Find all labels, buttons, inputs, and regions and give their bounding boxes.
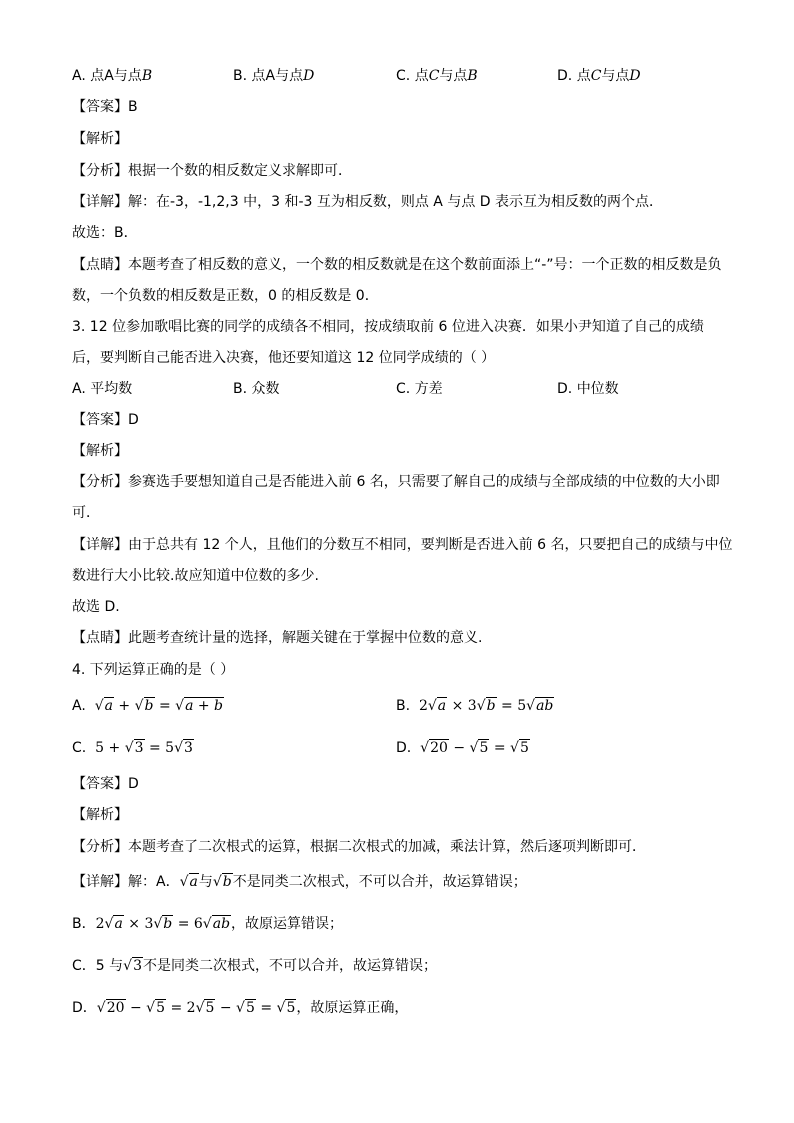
option-var: C	[428, 68, 440, 84]
option-letter: B.	[396, 698, 411, 714]
q4-stem: 4. 下列运算正确的是（ ）	[72, 662, 235, 678]
formula-a: √a + √b = √a + b	[94, 698, 224, 714]
option-var: D	[303, 68, 315, 84]
q2-guxuan: 故选：B．	[72, 225, 138, 241]
q3-dianjing: 【点睛】此题考查统计量的选择，解题关键在于掌握中位数的意义.	[72, 630, 483, 646]
q2-analysis-title: 【解析】	[72, 131, 128, 147]
q4-fenxi: 【分析】本题考查了二次根式的运算，根据二次根式的加减，乘法计算，然后逐项判断即可．	[72, 839, 646, 855]
option-text: 点A与点	[251, 68, 304, 84]
xj-a-suffix: 不是同类二次根式，不可以合并，故运算错误；	[232, 874, 527, 890]
q3-answer: 【答案】D	[72, 412, 139, 428]
q3-option-b	[233, 379, 280, 399]
q4-xiangjie-a	[72, 872, 527, 892]
formula-c: 5 + √3 = 5√3	[90, 740, 193, 756]
formula-xj-c: √3	[123, 958, 142, 974]
option-letter: D.	[557, 68, 573, 84]
option-text: 平均数	[90, 381, 133, 397]
q2-option-d	[557, 66, 641, 86]
option-text: 点	[414, 68, 429, 84]
q4-option-b	[396, 696, 554, 716]
option-var: B	[141, 68, 153, 84]
q4-analysis-title: 【解析】	[72, 807, 128, 823]
q4-xiangjie-c	[72, 956, 437, 976]
formula-xj-b: 2√a × 3√b = 6√ab	[95, 916, 231, 932]
option-text: 点	[576, 68, 591, 84]
xj-b-suffix: ，故原运算错误；	[231, 916, 344, 932]
option-text-2: 与点	[439, 68, 468, 84]
option-var-2: B	[467, 68, 478, 84]
formula-sqrt-a: √a	[179, 874, 198, 890]
option-letter: B.	[233, 381, 248, 397]
q2-option-a	[72, 66, 152, 86]
option-letter: A.	[72, 68, 86, 84]
option-var: C	[590, 68, 602, 84]
q4-option-a	[72, 696, 224, 716]
option-letter: A.	[72, 381, 86, 397]
xj-a-prefix: 【详解】解：A．	[72, 874, 180, 890]
q2-answer: 【答案】B	[72, 99, 138, 115]
q3-fenxi-2: 可．	[72, 505, 100, 521]
q3-guxuan: 故选 D.	[72, 599, 120, 615]
formula-b: 2√a × 3√b = 5√ab	[414, 698, 554, 714]
xj-c-suffix: 不是同类二次根式，不可以合并，故运算错误；	[142, 958, 437, 974]
q3-option-a	[72, 379, 132, 399]
formula-sqrt-b: √b	[212, 874, 232, 890]
q2-xiangjie: 【详解】解：在-3，-1,2,3 中，3 和-3 互为相反数，则点 A 与点 D 表示互为相反数的两个点．	[72, 194, 664, 210]
option-letter: A.	[72, 698, 86, 714]
formula-d: √20 − √5 = √5	[420, 740, 529, 756]
option-letter: D.	[396, 740, 412, 756]
q4-xiangjie-b	[72, 914, 343, 934]
q3-option-c	[396, 379, 443, 399]
q2-dianjing-2: 数，一个负数的相反数是正数，0 的相反数是 0．	[72, 288, 379, 304]
option-letter: C.	[396, 381, 411, 397]
q3-xiangjie-2: 数进行大小比较.故应知道中位数的多少.	[72, 568, 319, 584]
q4-option-c	[72, 738, 194, 758]
q2-fenxi: 【分析】根据一个数的相反数定义求解即可．	[72, 163, 352, 179]
xj-c-prefix: C．5 与	[72, 958, 124, 974]
option-text: 点A与点	[90, 68, 142, 84]
xj-b-prefix: B．	[72, 916, 96, 932]
q4-xiangjie-d	[72, 998, 408, 1018]
option-text: 众数	[251, 381, 280, 397]
option-text-2: 与点	[601, 68, 630, 84]
option-text: 方差	[414, 381, 443, 397]
q3-stem-1: 3. 12 位参加歌唱比赛的同学的成绩各不相同，按成绩取前 6 位进入决赛．如果小尹知道了自己的成绩	[72, 319, 704, 335]
option-text: 中位数	[576, 381, 619, 397]
q3-option-d	[557, 379, 619, 399]
q2-option-c	[396, 66, 478, 86]
xj-d-suffix: ，故原运算正确，	[296, 1000, 409, 1016]
option-letter: C.	[396, 68, 411, 84]
q4-option-d	[396, 738, 530, 758]
formula-xj-d: √20 − √5 = 2√5 − √5 = √5	[96, 1000, 296, 1016]
q3-fenxi-1: 【分析】参赛选手要想知道自己是否能进入前 6 名，只需要了解自己的成绩与全部成绩的中位数的大小即	[72, 474, 720, 490]
q3-xiangjie-1: 【详解】由于总共有 12 个人，且他们的分数互不相同，要判断是否进入前 6 名，只要把自己的成绩与中位	[72, 537, 733, 553]
q2-option-b	[233, 66, 314, 86]
option-letter: D.	[557, 381, 573, 397]
option-letter: B.	[233, 68, 248, 84]
xj-a-mid: 与	[198, 874, 213, 890]
q3-stem-2: 后，要判断自己能否进入决赛，他还要知道这 12 位同学成绩的（ ）	[72, 350, 496, 366]
option-letter: C.	[72, 740, 87, 756]
q2-dianjing-1: 【点睛】本题考查了相反数的意义，一个数的相反数就是在这个数前面添上“-”号：一个正数的相反数是负	[72, 257, 722, 273]
q4-answer: 【答案】D	[72, 776, 139, 792]
q3-analysis-title: 【解析】	[72, 443, 128, 459]
xj-d-prefix: D．	[72, 1000, 97, 1016]
option-var-2: D	[629, 68, 641, 84]
